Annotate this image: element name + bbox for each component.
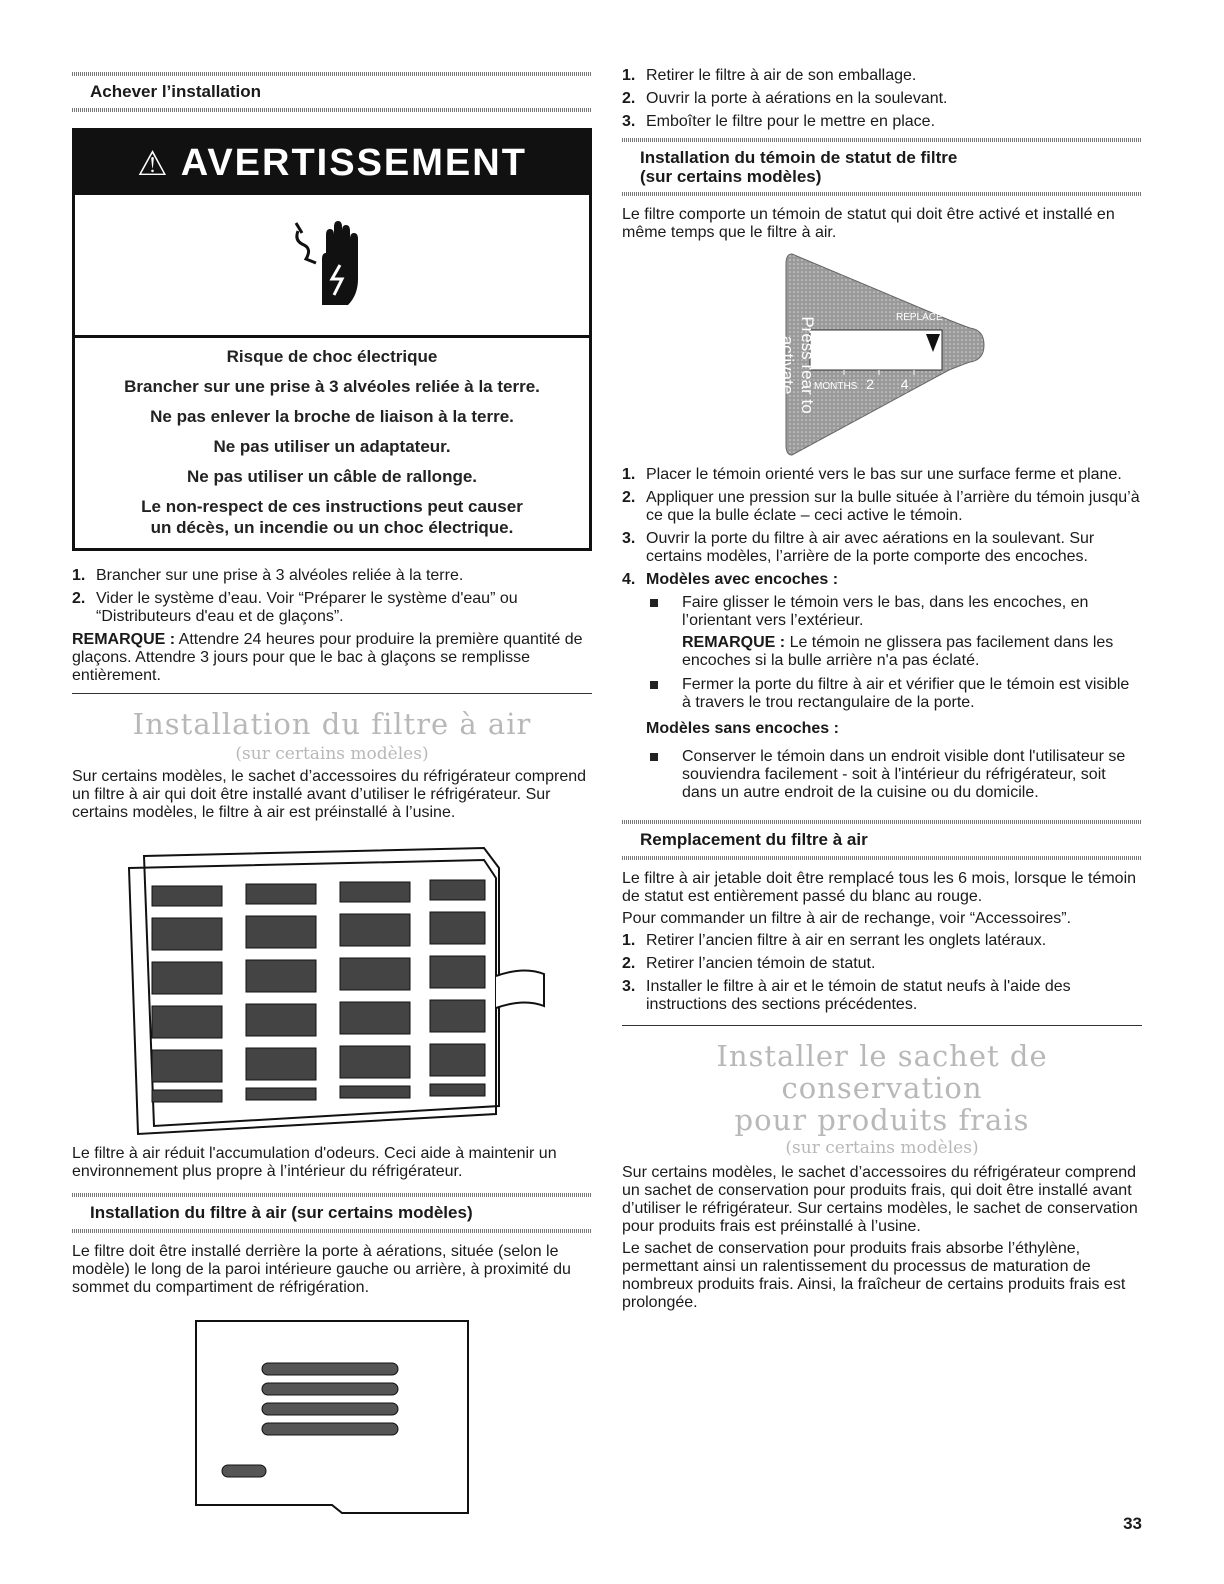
list-item: 3. Emboîter le filtre pour le mettre en place.	[622, 113, 936, 130]
indicator-side-text: Press rear to activate	[778, 316, 817, 414]
filter-install-steps	[622, 67, 1142, 131]
warning-line: Brancher sur une prise à 3 alvéoles reliée à la terre.	[124, 377, 540, 396]
bullet-item: Conserver le témoin dans un endroit visible dont l'utilisateur se souviendra facilement - soit à l'intérieur du réfrigérateur, soit dans un autre endroit de la cuisine ou du domicile.	[646, 748, 1142, 802]
bullet-item: Fermer la porte du filtre à air et vérifier que le témoin est visible à travers le trou rectangulaire de la porte.	[646, 676, 1142, 712]
warning-triangle-icon: ⚠	[137, 145, 170, 183]
air-filter-illustration	[124, 846, 592, 1141]
indicator-steps	[622, 466, 1142, 589]
bullet-item: Faire glisser le témoin vers le bas, dans les encoches, en l’orientant vers l’extérieur.	[646, 594, 1142, 630]
page-number: 33	[1123, 1514, 1142, 1533]
list-item: 2. Retirer l’ancien témoin de statut.	[622, 955, 876, 972]
warning-line: Le non-respect de ces instructions peut causer un décès, un incendie ou un choc électrique.	[141, 497, 523, 537]
replacement-paragraph: Le filtre à air jetable doit être remplacé tous les 6 mois, lorsque le témoin de statut est entièrement passé du blanc au rouge.	[622, 870, 1137, 905]
section-title-remplacement: Remplacement du filtre à air	[640, 830, 868, 849]
warning-line: Ne pas enlever la broche de liaison à la terre.	[150, 407, 514, 426]
filter-intro: Sur certains modèles, le sachet d’accessoires du réfrigérateur comprend un filtre à air qui doit être installé avant d’utiliser le réfrigérateur. Sur certains modèles, le filtre à air est préinstallé à l’usine.	[72, 768, 587, 821]
big-subtitle: (sur certains modèles)	[235, 744, 429, 764]
list-item: 3. Ouvrir la porte du filtre à air avec aérations en la soulevant. Sur certains modèles, l’arrière de la porte comporte des encoches.	[622, 530, 1095, 565]
shock-hand-icon	[75, 195, 589, 338]
section-title-temoin: Installation du témoin de statut de filtre (sur certains modèles)	[640, 148, 958, 186]
warning-line: Ne pas utiliser un câble de rallonge.	[186, 467, 478, 486]
sans-encoches-title: Modèles sans encoches :	[646, 720, 839, 737]
list-item: 1. Retirer le filtre à air de son emballage.	[622, 67, 917, 84]
list-item: 1. Brancher sur une prise à 3 alvéoles reliée à la terre.	[72, 567, 464, 584]
big-subtitle: (sur certains modèles)	[785, 1138, 979, 1158]
warning-box	[72, 128, 592, 551]
sachet-paragraph-1: Sur certains modèles, le sachet d’accessoires du réfrigérateur comprend un sachet de conservation pour produits frais, qui doit être installé avant d’utiliser le réfrigérateur. Sur certains modèles, le sachet de conservation pour produits frais est préinstallé à l’usine.	[622, 1164, 1138, 1235]
big-title-sachet-line2: pour produits frais	[734, 1103, 1030, 1137]
status-indicator-illustration	[778, 250, 994, 460]
sachet-paragraph-2: Le sachet de conservation pour produits frais absorbe l’éthylène, permettant ainsi un ralentissement du processus de maturation de nombreux produits frais. Ainsi, la fraîcheur de certains produits frais est prolongée.	[622, 1240, 1126, 1311]
section-title-achever: Achever l’installation	[90, 82, 261, 101]
indicator-intro: Le filtre comporte un témoin de statut qui doit être activé et installé en même temps que le filtre à air.	[622, 206, 1115, 241]
list-item: 3. Installer le filtre à air et le témoin de statut neufs à l'aide des instructions des sections précédentes.	[622, 978, 1071, 1013]
replacement-steps	[622, 932, 1142, 1014]
vent-door-illustration	[192, 1317, 592, 1522]
list-item: 1. Retirer l’ancien filtre à air en serrant les onglets latéraux.	[622, 932, 1047, 949]
list-item: 2. Ouvrir la porte à aérations en la soulevant.	[622, 90, 948, 107]
warning-line: Ne pas utiliser un adaptateur.	[213, 437, 451, 456]
warning-header: ⚠ AVERTISSEMENT	[75, 131, 589, 195]
order-paragraph: Pour commander un filtre à air de rechange, voir “Accessoires”.	[622, 910, 1072, 927]
list-item: 1. Placer le témoin orienté vers le bas sur une surface ferme et plane.	[622, 466, 1122, 483]
indicator-months-label: MONTHS 2 4 6	[814, 376, 938, 392]
completion-steps	[72, 567, 592, 626]
warning-risk-title: Risque de choc électrique	[226, 347, 438, 366]
big-title-sachet: Installer le sachet de conservation	[716, 1039, 1048, 1105]
left-column	[72, 0, 592, 1522]
big-title-filtre: Installation du filtre à air	[132, 707, 532, 741]
filter-location-paragraph: Le filtre doit être installé derrière la porte à aérations, située (selon le modèle) le long de la paroi intérieure gauche ou arrière, à proximité du sommet du compartiment de réfrigération.	[72, 1243, 571, 1296]
indicator-replace-label: REPLACE	[896, 312, 943, 323]
section-title-filtre-install: Installation du filtre à air (sur certains modèles)	[90, 1203, 473, 1222]
right-column	[622, 0, 1142, 1312]
list-item: 2. Vider le système d’eau. Voir “Préparer le système d'eau” ou “Distributeurs d'eau et de glaçons”.	[72, 590, 518, 625]
remarque-paragraph: REMARQUE : Le témoin ne glissera pas facilement dans les encoches si la bulle arrière n'a pas éclaté.	[682, 634, 1114, 669]
list-item: 4. Modèles avec encoches :	[622, 571, 839, 588]
remarque-paragraph: REMARQUE : Attendre 24 heures pour produire la première quantité de glaçons. Attendre 3 jours pour que le bac à glaçons se remplisse entièrement.	[72, 631, 583, 684]
list-item: 2. Appliquer une pression sur la bulle située à l’arrière du témoin jusqu’à ce que la bulle éclate – ceci active le témoin.	[622, 489, 1140, 524]
odor-paragraph: Le filtre à air réduit l'accumulation d'odeurs. Ceci aide à maintenir un environnement plus propre à l’intérieur du réfrigérateur.	[72, 1145, 557, 1180]
